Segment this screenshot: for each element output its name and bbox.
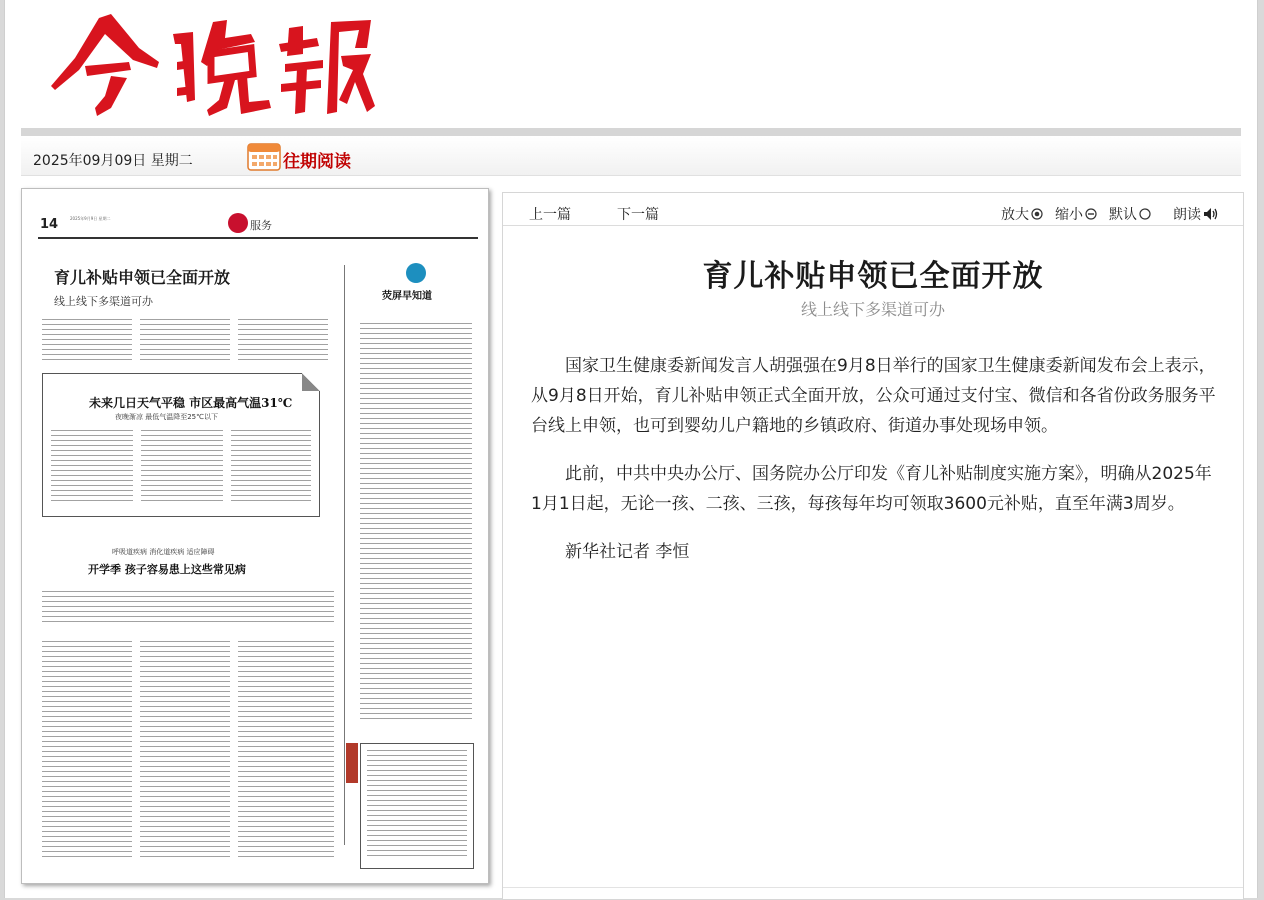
text-block — [51, 430, 133, 504]
tv-tag — [346, 743, 358, 783]
article-body — [531, 351, 1221, 585]
zoom-in-label: 放大 — [1001, 207, 1029, 223]
prev-article-link[interactable]: 上一篇 — [529, 207, 571, 223]
tv-listing-box — [360, 743, 474, 869]
read-aloud-button[interactable] — [1173, 204, 1219, 224]
weather-subheadline: 夜晚渐凉 最低气温降至25℃以下 — [115, 413, 218, 421]
article-paragraph: 国家卫生健康委新闻发言人胡强强在9月8日举行的国家卫生健康委新闻发布会上表示，从9月8日开始，育儿补贴申领正式全面开放，公众可通过支付宝、微信和各省份政务服务平台线上申领，也可到婴幼儿户籍地的乡镇政府、街道办事处现场申领。 — [531, 356, 1216, 436]
default-size-icon — [1139, 208, 1151, 220]
default-size-label: 默认 — [1109, 207, 1137, 223]
default-size-button[interactable] — [1109, 204, 1151, 224]
issue-date: 2025年09月09日 星期二 — [33, 153, 193, 169]
weather-article-box[interactable] — [42, 373, 320, 517]
text-block — [140, 319, 230, 363]
article-paragraph: 此前，中共中央办公厅、国务院办公厅印发《育儿补贴制度实施方案》，明确从2025年1月1日起，无论一孩、二孩、三孩，每孩每年均可领取3600元补贴，直至年满3周岁。 — [531, 464, 1212, 514]
text-block — [360, 323, 472, 723]
text-block — [42, 591, 334, 625]
page-section-name: 服务 — [250, 219, 272, 232]
health-kicker: 呼吸道疾病 消化道疾病 适应障碍 — [112, 548, 215, 556]
health-headline[interactable]: 开学季 孩子容易患上这些常见病 — [88, 563, 246, 576]
text-block — [42, 319, 132, 363]
column-divider — [344, 265, 345, 845]
text-block — [42, 641, 132, 861]
article-panel — [502, 192, 1244, 900]
article-byline: 新华社记者 李恒 — [565, 542, 690, 562]
article-bottom-rule — [503, 887, 1243, 888]
zoom-out-label: 缩小 — [1055, 207, 1083, 223]
article-title: 育儿补贴申领已全面开放 — [702, 259, 1044, 294]
newspaper-logo[interactable] — [41, 4, 381, 122]
page-fold-icon — [302, 373, 320, 391]
weather-headline: 未来几日天气平稳 市区最高气温31℃ — [89, 396, 293, 410]
read-aloud-label: 朗读 — [1173, 207, 1201, 223]
article-subtitle: 线上线下多渠道可办 — [800, 300, 945, 319]
text-block — [231, 430, 311, 504]
thumb-subheadline: 线上线下多渠道可办 — [54, 295, 153, 308]
past-issues-link[interactable]: 往期阅读 — [283, 152, 351, 172]
zoom-out-button[interactable] — [1055, 204, 1097, 224]
zoom-out-icon — [1085, 208, 1097, 220]
page-issue-date: 2025年9月9日 星期二 — [70, 216, 111, 221]
newspaper-page-thumbnail[interactable] — [21, 188, 489, 884]
page-container — [4, 0, 1258, 898]
date-bar — [21, 137, 1241, 176]
zoom-in-button[interactable] — [1001, 204, 1043, 224]
calendar-icon[interactable] — [246, 140, 282, 172]
page-number: 14 — [40, 217, 59, 232]
text-block — [140, 641, 230, 861]
header-divider — [21, 128, 1241, 136]
next-article-link[interactable]: 下一篇 — [617, 207, 659, 223]
text-block — [238, 319, 328, 363]
newspaper-page-image — [28, 195, 482, 877]
text-block — [238, 641, 334, 861]
text-block — [141, 430, 223, 504]
section-logo-icon — [228, 213, 248, 233]
page-rule — [38, 237, 478, 239]
zoom-in-icon — [1031, 208, 1043, 220]
article-toolbar — [503, 193, 1243, 226]
text-block — [367, 750, 467, 860]
thumb-headline[interactable]: 育儿补贴申领已全面开放 — [54, 268, 231, 287]
speaker-icon — [1203, 206, 1219, 222]
tv-column-title: 荧屏早知道 — [382, 291, 432, 302]
tv-column-icon — [406, 263, 426, 283]
